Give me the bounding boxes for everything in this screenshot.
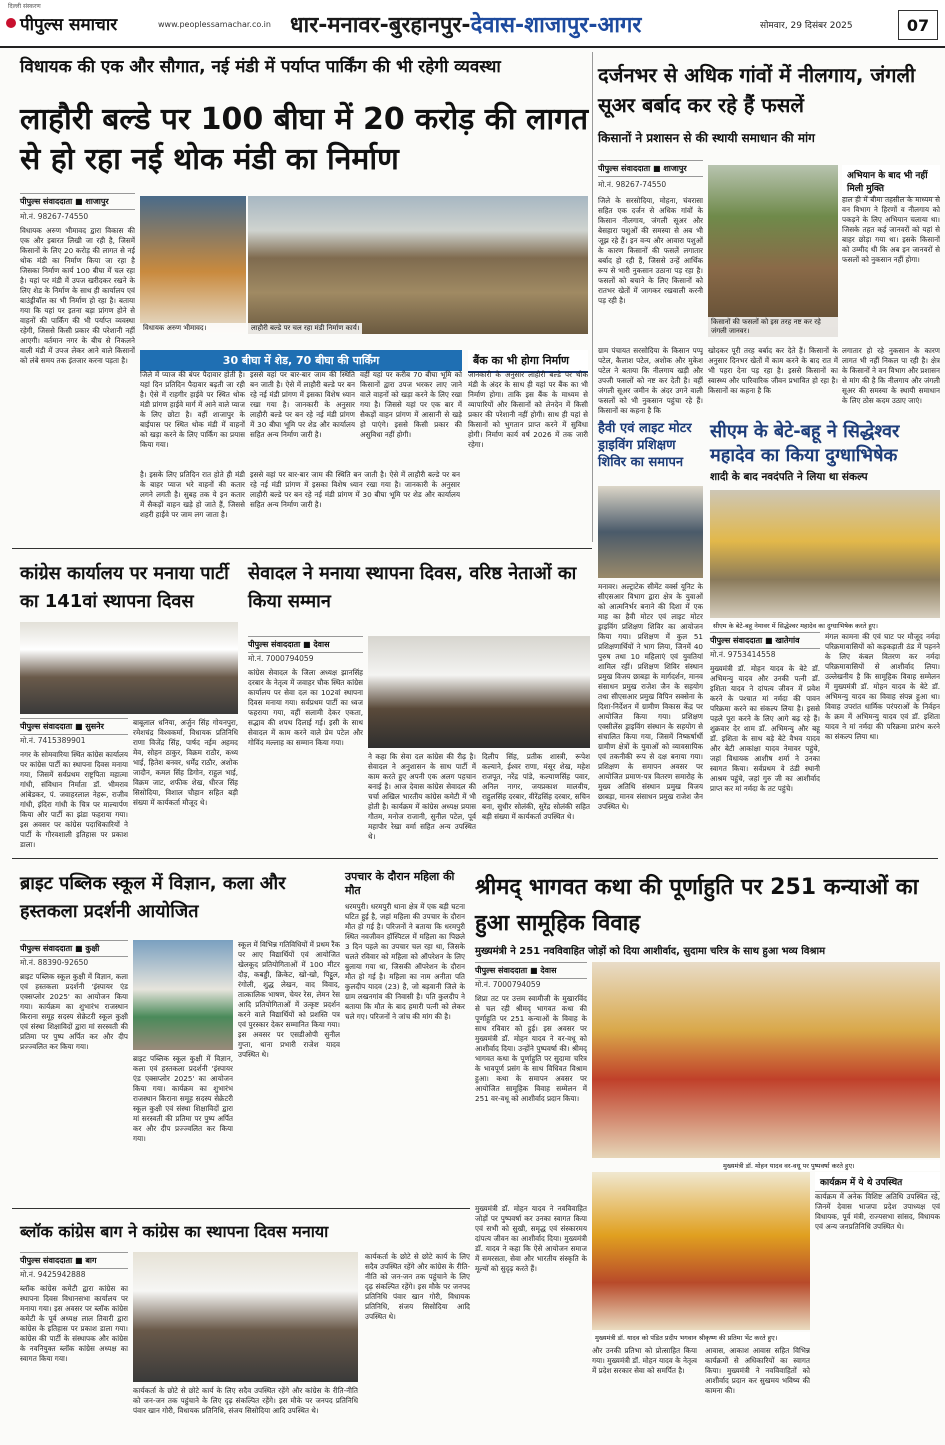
region-dark: धार-मनावर-बुरहानपुर- <box>290 13 471 38</box>
story10-body2: कार्यकर्ता के छोटे से छोटे कार्य के लिए सदैव उपस्थित रहेंगे और कांग्रेस के रीति-नीति को जन-जन तक पहुंचाने के लिए दृढ़ संकल्पित रहेंगे। इस मौके पर जनपद प्रतिनिधि पंवार खान गोरी, विधायक प्रतिनिधि, संजय सिसोदिया आदि उपस्थित थे। <box>365 1252 470 1321</box>
story4-deck: शादी के बाद नवदंपति ने लिया था संकल्प <box>710 471 868 483</box>
story5-body1: नगर के सोमवारिया स्थित कांग्रेस कार्यालय पर कांग्रेस पार्टी का स्थापना दिवस मनाया गया, जिसमें सर्वप्रथम राष्ट्रपिता महात्मा गांधी, संविधान निर्माता डॉ. भीमराव आंबेडकर, पं. जवाहरलाल नेहरू, राजीव गांधी, इंदिरा गांधी के चित्र पर माल्यार्पण किया और पार्टी का झंडा फहराया गया। इस अवसर पर कांग्रेस पदाधिकारियों ने पार्टी के गौरवशाली इतिहास पर प्रकाश डाला। <box>20 750 128 849</box>
story10-body1b: कार्यकर्ता के छोटे से छोटे कार्य के लिए सदैव उपस्थित रहेंगे और कांग्रेस के रीति-नीति को जन-जन तक पहुंचाने के लिए दृढ़ संकल्पित रहेंगे। इस मौके पर जनपद प्रतिनिधि पंवार खान गोरी, विधायक प्रतिनिधि, संजय सिसोदिया आदि उपस्थित थे। <box>133 1386 358 1415</box>
story9-body1: शिप्रा तट पर उत्तम स्वामीजी के मुखारविंद से चल रही श्रीमद् भागवत कथा की पूर्णाहुति पर 251 कन्याओं के विवाह के साथ रविवार को हुई। इस अवसर पर मुख्यमंत्री डॉ. मोहन यादव ने वर-वधू को आशीर्वाद दिया। उन्होंने पुष्पवर्षा की। श्रीमद् भागवत कथा के पूर्णाहुति पर सुदामा चरित्र के भावपूर्ण प्रसंग के साथ विधिवत विश्राम हुआ। कथा के समापन अवसर पर आयोजित सामूहिक विवाह सम्मेलन में 251 वर-वधू को आशीर्वाद प्रदान किया। <box>475 994 587 1103</box>
story7-body1b: ब्राइट पब्लिक स्कूल कुक्षी में विज्ञान, कला एवं हस्तकला प्रदर्शनी 'इंस्पायर एंड एक्सप्लोर 2025' का आयोजन किया गया। कार्यक्रम का शुभारंभ राजस्थान किराना समूह सदस्य सेक्रेटरी स्कूल कुक्षी एवं संस्था शिक्षाविदों द्वारा मां सरस्वती की प्रतिमा पर पुष्प अर्पित कर और दीप प्रज्ज्वलित कर किया गया। <box>133 1054 233 1143</box>
story9-byline: पीपुल्स संवाददाता ■ देवास <box>475 962 587 979</box>
story9-body3: और उनकी प्रतिभा को प्रोत्साहित किया गया। मुख्यमंत्री डॉ. मोहन यादव के नेतृत्व में प्रदेश सरकार सेवा को समर्पित है। <box>592 1346 697 1375</box>
story6-byline: पीपुल्स संवाददाता ■ देवास <box>248 636 363 653</box>
story2-photo-caption: किसानों की फसलों को इस तरह नष्ट कर रहे जंगली जानवर। <box>708 317 838 337</box>
story4-headline: सीएम के बेटे-बहू ने सिद्धेश्वर महादेव का किया दुग्धाभिषेक <box>710 421 900 466</box>
story9-deck: मुख्यमंत्री ने 251 नवविवाहित जोड़ों को दिया आशीर्वाद, सुदामा चरित्र के साथ हुआ भव्य विश्राम <box>475 946 826 957</box>
logo-dot-icon <box>6 18 16 28</box>
story1-body5: वहीं यहां पर करीब 70 बीघा भूमि को किसानों द्वारा उपज भरकर लाए जाने वाले वाहनों को खड़ा करने के लिए रखा गया है। जिससे यहां पर एक बार में सैकड़ों वाहन प्रांगण में आसानी से खड़े हो पाएंगे। इससे किसी प्रकार की असुविधा नहीं होगी। <box>360 370 462 439</box>
region-blue: देवास-शाजापुर-आगर <box>470 13 642 38</box>
story6-body1: कांग्रेस सेवादल के जिला अध्यक्ष झानसिंह दरबार के नेतृत्व में जवाहर चौक स्थित कांग्रेस कार्यालय पर सेवा दल का 102वां स्थापना दिवस मनाया गया। सर्वप्रथम पार्टी का ध्वज फहराया गया, वहीं सलामी देकर एकता, सद्भाव की शपथ दिलाई गई। इसी के साथ सेवादल में काम करने वाले प्रेम पटेल और गोविंद मल्लाह का सम्मान किया गया। <box>248 668 363 747</box>
story1-mobile: मो.नं. 98267-74550 <box>20 212 89 221</box>
story1-body2: जिले में प्याज की बंपर पैदावार होती है। यहां दिन प्रतिदिन पैदावार बढ़ती जा रही है। ऐसे में राहगीर हाईवे पर स्थित थोक मंडी प्रांगण हाईवे मार्ग में आने वाले प्याज के लिए छोटा है। वहीं शाजापुर के बाईपास पर स्थित थोक मंडी में वाहनों को खड़ा करने के लिए पार्किंग का प्रयास किया गया। <box>140 370 245 449</box>
story10-headline: ब्लॉक कांग्रेस बाग ने कांग्रेस का स्थापना दिवस मनाया <box>20 1222 329 1241</box>
divider <box>12 858 938 859</box>
story10-body1: ब्लॉक कांग्रेस कमेटी द्वारा कांग्रेस का स्थापना दिवस विधानसभा कार्यालय पर मनाया गया। इस अवसर पर ब्लॉक कांग्रेस कमेटी के पूर्व अध्यक्ष लाल तिवारी द्वारा कांग्रेस के इतिहास पर प्रकाश डाला गया। कांग्रेस की पार्टी के संस्थापक और कांग्रेस के नवनियुक्त ब्लॉक कांग्रेस अध्यक्ष का स्वागत किया गया। <box>20 1284 128 1363</box>
story2-photo-crops <box>708 165 838 337</box>
story3-photo <box>598 486 703 578</box>
story2-mobile: मो.नं. 98267-74550 <box>598 180 667 189</box>
story10-mobile: मो.नं. 9425942888 <box>20 1270 86 1279</box>
story5-byline: पीपुल्स संवाददाता ■ सुसनेर <box>20 718 128 735</box>
story6-mobile: मो.नं. 7000794059 <box>248 654 314 663</box>
story1-photo-site <box>248 196 588 334</box>
story10-photo <box>133 1252 358 1382</box>
story4-photo <box>710 490 940 618</box>
story9-photo-main <box>592 962 940 1158</box>
story2-box-title: अभियान के बाद भी नहीं मिली मुक्ति <box>842 165 940 198</box>
masthead <box>0 0 945 48</box>
story9-photo-second <box>592 1172 810 1330</box>
story9-box-body: कार्यक्रम में अनेक विशिष्ट अतिथि उपस्थित रहे, जिनमें देवास भाजपा प्रदेश उपाध्यक्ष एवं विधायक, पूर्व मंत्री, राज्यसभा सांसद, विधायक एवं अन्य जनप्रतिनिधि उपस्थित थे। <box>815 1192 940 1231</box>
story9-mobile: मो.नं. 7000794059 <box>475 980 541 989</box>
story9-body4: आवास, आकाश आवास सहित विभिन्न कार्यक्रमों से अधिकारियों का स्वागत किया। मुख्यमंत्री ने नवविवाहितों को आशीर्वाद प्रदान कर सुखमय भविष्य की कामना की। <box>705 1346 810 1395</box>
website-url[interactable]: www.peoplessamachar.co.in <box>158 20 271 29</box>
story8-body: धरमपुरी। धरमपुरी थाना क्षेत्र में एक बड़ी घटना घटित हुई है, जहां महिला की उपचार के दौरान मौत हो गई है। परिजनों ने बताया कि धरमपुरी स्थित नवजीवन हॉस्पिटल में महिला का पिछले 3 दिन पहले का उपचार चल रहा था, जिसके चलते रविवार को महिला को ऑपरेशन के लिए बुलाया गया था, जिसकी ऑपरेशन के दौरान मौत हो गई है। महिला का नाम अनीता पति कुलदीप यादव (23) है, जो बड़वानी जिले के ग्राम लखनगांव की निवासी है। पति कुलदीप ने बताया कि मौत के बाद हमारी पत्नी को लेकर चले गए। परिजनों ने जांच की मांग की है। <box>345 902 465 1021</box>
story7-body1: ब्राइट पब्लिक स्कूल कुक्षी में विज्ञान, कला एवं हस्तकला प्रदर्शनी 'इंस्पायर एंड एक्सप्लोर 2025' का आयोजन किया गया। कार्यक्रम का शुभारंभ राजस्थान किराना समूह सदस्य सेक्रेटरी स्कूल कुक्षी एवं संस्था शिक्षाविदों द्वारा मां सरस्वती की प्रतिमा पर पुष्प अर्पित कर और दीप प्रज्ज्वलित कर किया गया। <box>20 972 128 1051</box>
divider <box>12 548 592 549</box>
story4-body2: मंगल कामना की एवं घाट पर मौजूद नर्मदा परिक्रमावासियों को कड़कड़ाती ठंड में पहनने के लिए कंबल वितरण कर नर्मदा परिक्रमावासियों से आशीर्वाद लिया। उल्लेखनीय है कि सामूहिक विवाह सम्मेलन में मुख्यमंत्री डॉ. मोहन यादव के बेटे डॉ. अभिमन्यु यादव का विवाह संपन्न हुआ था। विवाह उपरांत धार्मिक परंपराओं के निर्वहन के क्रम में अभिमन्यु यादव एवं डॉ. इशिता यादव ने मां नर्मदा की परिक्रमा प्रारंभ करने का संकल्प लिया था। <box>825 632 940 741</box>
story2-byline: पीपुल्स संवाददाता ■ शाजापुर <box>598 160 703 177</box>
story1-body1: विधायक अरुण भीमावद द्वारा विकास की एक और इबारत लिखी जा रही है, जिसमें किसानों के लिए 20 करोड़ की लागत से नई थोक मंडी का निर्माण किया जा रहा है जिसका निर्माण कार्य 100 बीघा में चल रहा है। यहां पर मंडी में उपज खरीदकर रखने के लिए शेड के निर्माण के साथ ही कार्यालय एवं बाउंड्रीवॉल का भी निर्माण हो रहा है। बताया गया कि यहां पर इतना बड़ा प्रांगण होने से वाहनों की पार्किंग की भी पर्याप्त व्यवस्था रहेगी, जिससे किसी प्रकार की परेशानी नहीं आएगी। वर्तमान नगर के बीच से निकलने वाली मंडी में उपज लेकर आने वाले किसानों को लंबे समय तक इंतजार करना पड़ता है। <box>20 226 135 365</box>
logo-text: पीपुल्स समाचार <box>20 14 118 35</box>
masthead-tagline: दिल्ली संस्करण <box>8 3 41 10</box>
story1-box-body: जानकारी के अनुसार लाहौरी बल्डे पर थोक मंडी के अंदर के साथ ही यहां पर बैंक का भी निर्माण होगा। ताकि इस बैंक के माध्यम से व्यापारियों और किसानों को लेनदेन में किसी प्रकार की परेशानी नहीं होगी। साथ ही यहां से किसानों को भुगतान प्राप्त करने में सुविधा होगी। निर्माण कार्य वर्ष 2026 में तक जारी रहेगा। <box>468 370 588 449</box>
story6-body3: दिलीप सिंह, प्रतीक शास्त्री, रूपेश कल्याने, ईश्वर राणा, मंसूर शेख, महेश राजपूत, नरेंद्र पांडे, कल्याणसिंह पवार, अनिल नागर, जयप्रकाश मालवीय, राहुलसिंह दरबार, वीरेंद्रसिंह दरबार, सचिन बना, सुधीर सोलंकी, सुरेंद्र सोलंकी सहित बड़ी संख्या में कार्यकर्ता उपस्थित थे। <box>482 752 590 821</box>
story1-body3: है। इसके लिए प्रतिदिन रात होते ही मंडी के बाहर प्याज भरे वाहनों की कतार लगने लगती है। सुबह तक ये इन कतार में सैकड़ों वाहन खड़े हो जाते हैं, जिससे शहरी हाईवे पर जाम लग जाता है। <box>140 470 245 519</box>
story1-photo-mla <box>140 196 246 334</box>
story5-headline: कांग्रेस कार्यालय पर मनाया पार्टी का 141वां स्थापना दिवस <box>20 563 229 612</box>
story2-body1: जिले के सरसोदिया, मोहना, चंवरासा सहित एक दर्जन से अधिक गांवों के किसान नीलगाय, जंगली सूअर और बेसहारा पशुओं की समस्या से अब भी जूझ रहे हैं। इन वन्य और आवारा पशुओं के कारण किसानों की फसलें लगातार बर्बाद हो रही हैं, जिससे उन्हें आर्थिक रूप से भारी नुकसान उठाना पड़ रहा है। फसलों को बचाने के लिए किसानों को रातभर खेतों में जागकर रखवाली करनी पड़ रही है। <box>598 196 703 305</box>
story5-mobile: मो.नं. 7415389901 <box>20 736 86 745</box>
story2-headline: दर्जनभर से अधिक गांवों में नीलगाय, जंगली सूअर बर्बाद कर रहे हैं फसलें <box>598 63 916 117</box>
story10-byline: पीपुल्स संवाददाता ■ बाग <box>20 1252 128 1269</box>
story9-photo2-caption: मुख्यमंत्री डॉ. यादव को पंडित प्रदीप भगवान श्रीकृष्ण की प्रतिमा भेंट करते हुए। <box>592 1332 810 1343</box>
story9-photo-caption: मुख्यमंत्री डॉ. मोहन यादव वर-वधू पर पुष्पवर्षा करते हुए। <box>720 1160 940 1171</box>
story3-body: मनावर। अल्ट्राटेक सीमेंट वर्क्स यूनिट के सीएसआर विभाग द्वारा क्षेत्र के युवाओं को आत्मनिर्भर बनाने की दिशा में एक माह का हैवी मोटर एवं लाइट मोटर ड्राइविंग प्रशिक्षण शिविर का आयोजन किया गया। प्रशिक्षण में कुल 51 प्रशिक्षणार्थियों ने भाग लिया, जिनमें 40 पुरुष तथा 10 महिलाएं एवं युवतियां शामिल रहीं। प्रशिक्षण शिविर संस्थान प्रमुख विजय छाबड़ा के मार्गदर्शन, मानव संसाधन प्रमुख राजेश जैन के सहयोग तथा सीएसआर प्रमुख विपिन सक्सेना के दिशा-निर्देशन में ग्रामीण विकास केंद्र पर आयोजित किया गया। प्रशिक्षण एक्सीलेंस ड्राइविंग संस्थान के सहयोग से संचालित किया गया, जिसमें निष्कर्षार्थी ग्रामीण क्षेत्रों के युवाओं को व्यावसायिक एवं तकनीकी रूप से दक्ष बनाया गया। प्रशिक्षण के समापन अवसर पर आयोजित प्रमाण-पत्र वितरण समारोह के मुख्य अतिथि संस्थान प्रमुख विजय छाबड़ा, मानव संसाधन प्रमुख राजेश जैन उपस्थित थे। <box>598 582 703 811</box>
story5-body2: बाबूलाल धनिया, अर्जुन सिंह गोयनपुरा, रमेशचंद्र विश्वकर्मा, विधायक प्रतिनिधि राणा विजेंद्र सिंह, पार्षद नईम अहमद मेव, सोहन ठाकुर, विक्रम राठौर, कथ्य भाई, हितेश बनवर, धर्मेंद्र राठौर, अशोक जादौन, कमल सिंह डिगोन, राहुल भाई, विक्रम जाट, शफीक शेख, धीरज सिंह सिसोदिया, विशाल चौहान सहित बड़ी संख्या में कार्यकर्ता मौजूद थे। <box>133 718 238 807</box>
story1-photo2-caption: लाहौरी बल्डे पर चल रहा मंडी निर्माण कार्य। <box>248 323 362 334</box>
story7-photo <box>133 940 233 1050</box>
story7-mobile: मो.नं. 88390-92650 <box>20 958 89 967</box>
story1-body3b: इससे वहां पर बार-बार जाम की स्थिति बन जाती है। ऐसे में लाहौरी बल्डे पर बन रहे नई मंडी प्रांगण में इसका विशेष ध्यान रखा गया है। जानकारी के अनुसार लाहौरी बल्डे पर बन रहे नई मंडी प्रांगण में 30 बीघा भूमि पर शेड और कार्यालय सहित अन्य निर्माण जारी है। <box>250 470 460 509</box>
story3-headline: हैवी एवं लाइट मोटर ड्राइविंग प्रशिक्षण शिविर का समापन <box>598 421 692 470</box>
story7-byline: पीपुल्स संवाददाता ■ कुक्षी <box>20 940 128 957</box>
divider <box>12 1208 470 1209</box>
story7-headline: ब्राइट पब्लिक स्कूल में विज्ञान, कला और हस्तकला प्रदर्शनी आयोजित <box>20 873 286 922</box>
story6-headline: सेवादल ने मनाया स्थापना दिवस, वरिष्ठ नेताओं का किया सम्मान <box>248 563 577 612</box>
story2-box-body: हाल ही में बीमा तहसील के माध्यम से वन विभाग ने हिरणों व नीलगाय को पकड़ने के लिए अभियान चलाया था। जिसके तहत कई जानवरों को यहां से बाहर छोड़ा गया था। इसके किसानों को उम्मीद थी कि अब इन जानवरों से फसलों को नुकसान नहीं होगा। <box>842 195 940 264</box>
story4-mobile: मो.नं. 9753414558 <box>710 650 776 659</box>
story1-headline: लाहौरी बल्डे पर 100 बीघा में 20 करोड़ की लागत से हो रहा नई थोक मंडी का निर्माण <box>20 102 589 177</box>
edition-region <box>290 6 730 42</box>
story5-photo <box>20 622 238 714</box>
story8-headline: उपचार के दौरान महिला की मौत <box>345 870 455 897</box>
story9-body2: मुख्यमंत्री डॉ. मोहन यादव ने नवविवाहित जोड़ों पर पुष्पवर्षा कर उनका स्वागत किया एवं सभी को सुखी, समृद्ध एवं संस्कारमय दांपत्य जीवन का आशीर्वाद दिया। मुख्यमंत्री डॉ. यादव ने कहा कि ऐसे आयोजन समाज में समरसता, सेवा और भारतीय संस्कृति के मूल्यों को सुदृढ़ करते हैं। <box>475 1204 587 1273</box>
story9-headline: श्रीमद् भागवत कथा की पूर्णाहुति पर 251 कन्याओं का हुआ सामूहिक विवाह <box>475 875 919 936</box>
issue-date: सोमवार, 29 दिसंबर 2025 <box>760 21 853 31</box>
page-number: 07 <box>898 10 938 40</box>
story1-byline: पीपुल्स संवाददाता ■ शाजापुर <box>20 193 135 210</box>
story2-body3: खोदकर पूरी तरह बर्बाद कर देते हैं। किसानों के अनुसार दिनभर खेतों में काम करने के बाद रात में भी पहरा देना पड़ रहा है। इससे किसानों का स्वास्थ्य और पारिवारिक जीवन प्रभावित हो रहा है। किसानों का कहना है कि <box>708 346 838 395</box>
logo <box>6 8 156 38</box>
story4-byline: पीपुल्स संवाददाता ■ खातेगांव <box>710 632 820 649</box>
story2-body4: लगातार हो रहे नुकसान के कारण लागत भी नहीं निकल पा रही है। क्षेत्र के किसानों ने वन विभाग और प्रशासन से मांग की है कि नीलगाय और जंगली सूअर की समस्या के स्थायी समाधान के लिए ठोस कदम उठाए जाएं। <box>842 346 940 405</box>
story4-body1: मुख्यमंत्री डॉ. मोहन यादव के बेटे डॉ. अभिमन्यु यादव और उनकी पत्नी डॉ. इशिता यादव ने दांपत्य जीवन में प्रवेश करने के पश्चात मां नर्मदा की पावन परिक्रमा करने का संकल्प लिया है। इससे पहले पूरा करने के लिए आगे बढ़ रहे हैं। शुक्रवार देर शाम डॉ. अभिमन्यु और बहू डॉ. इशिता के साथ बड़े बेटे वैभव यादव और बेटी आकांक्षा यादव नेमावर पहुंचे, जहां विधायक आशीष शर्मा ने उनका स्वागत किया। सर्वप्रथम वे ठंडी स्थानी आश्रम पहुंचे, जहां गुरु जी का आशीर्वाद प्राप्त कर मां नर्मदा के तट पहुंचे। <box>710 664 820 793</box>
story2-body2: ग्राम पंचायत सरसोदिया के किसान पप्पू पटेल, कैलाश पटेल, अशोक और मुकेश पटेल ने बताया कि नीलगाय खड़ी और उपजी फसलों को नष्ट कर देती है। वहीं जंगली सूअर जमीन के अंदर उगने वाली फसलों को भी नुकसान पहुंचा रहे हैं। किसानों का कहना है कि <box>598 346 703 414</box>
story9-box-title: कार्यक्रम में ये थे उपस्थित <box>815 1172 940 1192</box>
story7-body2: स्कूल में विभिन्न गतिविधियों में प्रथम रैंक पर आए विद्यार्थियों एवं आयोजित खेलकूद प्रतियोगिताओं में 100 मीटर दौड़, कबड्डी, क्रिकेट, खो-खो, पिट्ठूल, रंगोली, शुद्ध लेखन, वाद विवाद, तात्कालिक भाषण, चेयर रेस, लेमन रेस आदि प्रतियोगिताओं में उत्कृष्ट प्रदर्शन करने वाले विद्यार्थियों को प्रशस्ति पत्र एवं पुरस्कार देकर सम्मानित किया गया। इस अवसर पर एसडीओपी सुनील गुप्ता, थाना प्रभारी राजेश यादव उपस्थित थे। <box>238 940 340 1059</box>
story6-body2: ने कहा कि सेवा दल कांग्रेस की रीढ़ है। सेवादल ने अनुशासन के साथ पार्टी में काम करते हुए अपनी एक अलग पहचान बनाई है। आज देवास कांग्रेस सेवादल की चर्चा अखिल भारतीय कांग्रेस कमेटी में भी होती है। कार्यक्रम में कांग्रेस अध्यक्ष प्रयास गौतम, मनोज राजानी, सुनील पटेल, पूर्व महापौर रेखा वर्मा सहित अन्य उपस्थित थे। <box>368 752 476 841</box>
story4-caption: सीएम के बेटे-बहू नेमावर में सिद्धेश्वर महादेव का दुग्धाभिषेक करते हुए। <box>710 620 940 631</box>
story1-kicker: विधायक की एक और सौगात, नई मंडी में पर्याप्त पार्किंग की भी रहेगी व्यवस्था <box>20 57 501 77</box>
story1-box-title: बैंक का भी होगा निर्माण <box>468 350 588 373</box>
story1-photo1-caption: विधायक अरुण भीमावद। <box>140 323 246 334</box>
story1-subhead: 30 बीघा में शेड, 70 बीघा की पार्किंग <box>140 350 462 371</box>
story2-deck: किसानों ने प्रशासन से की स्थायी समाधान की मांग <box>598 131 815 145</box>
story6-photo <box>368 636 590 748</box>
story1-body4: इससे वहां पर बार-बार जाम की स्थिति बन जाती है। ऐसे में लाहौरी बल्डे पर बन रहे नई मंडी प्रांगण में इसका विशेष ध्यान रखा गया है। जानकारी के अनुसार लाहौरी बल्डे पर बन रहे नई मंडी प्रांगण में 30 बीघा भूमि पर शेड और कार्यालय सहित अन्य निर्माण जारी है। <box>250 370 355 439</box>
column-divider <box>592 52 593 542</box>
